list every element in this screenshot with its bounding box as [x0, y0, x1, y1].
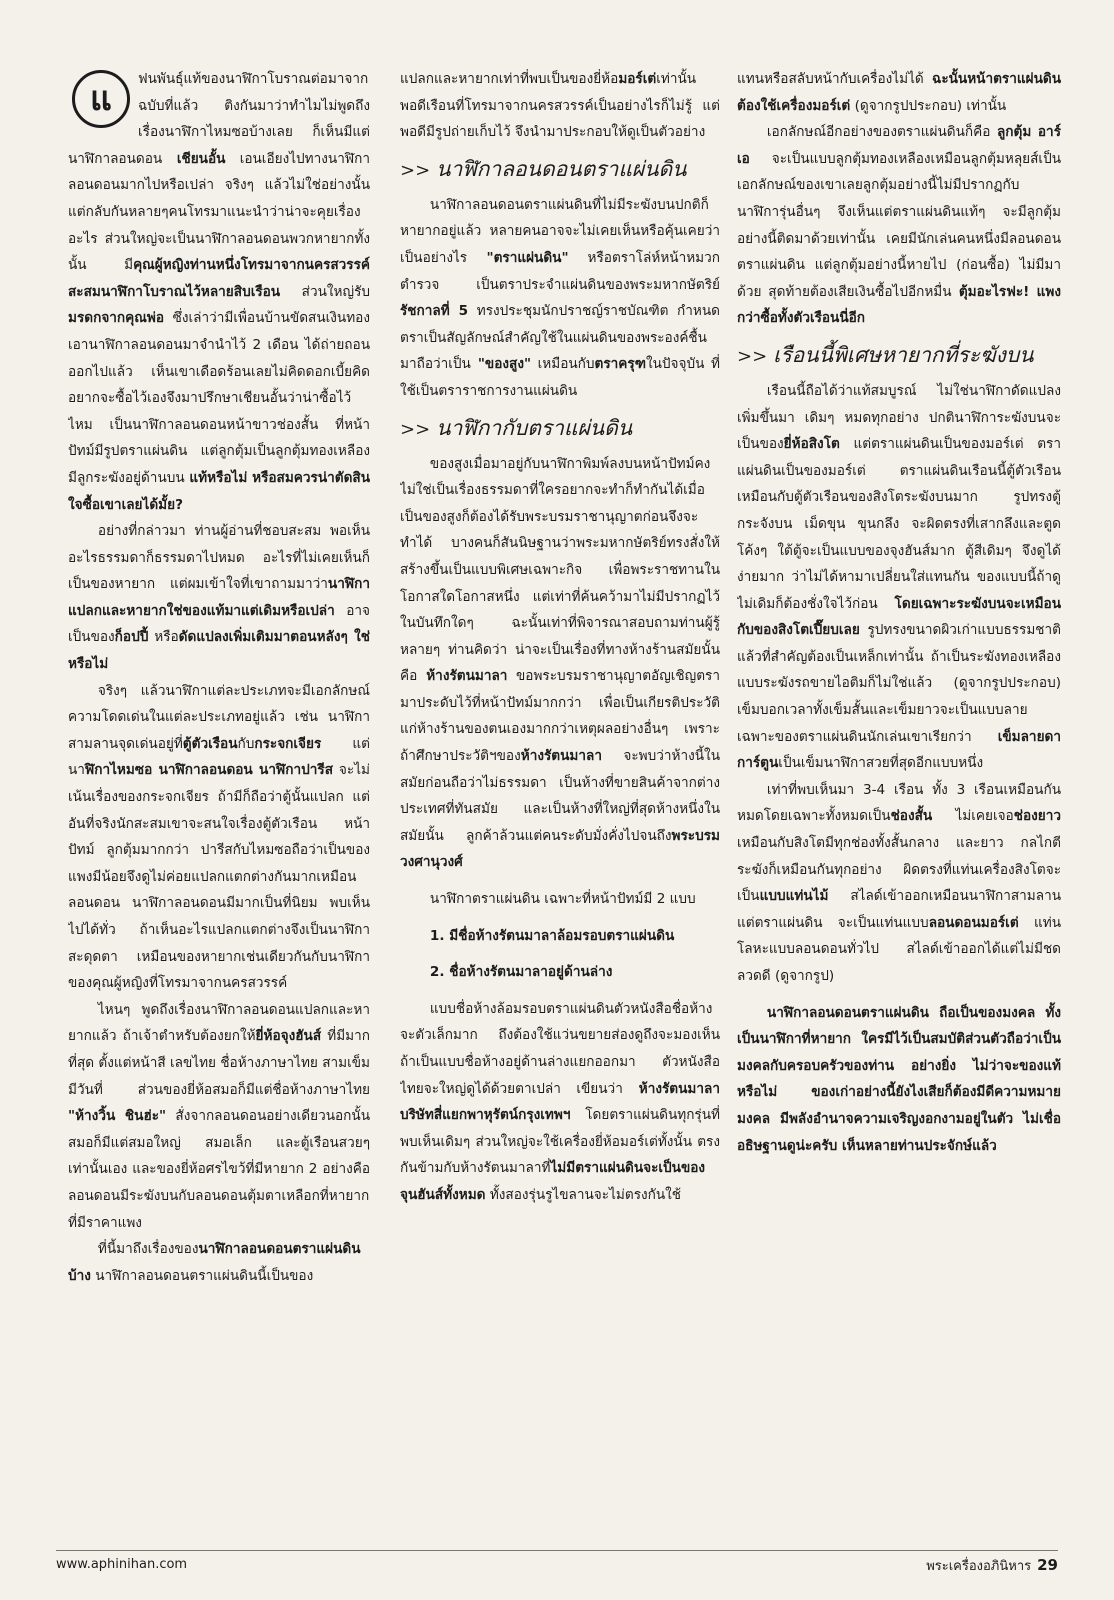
paragraph: ของสูงเมื่อมาอยู่กับนาฬิกาพิมพ์ลงบนหน้าปัทม์คงไม่ใช่เป็นเรื่องธรรมดาที่ใครอยากจะทำก็ทำกันได้เมื่อเป็นของสูงก็ต้องได้รับพระบรมราชานุญาตก่อนจึงจะทำได้ บางคนก็สันนิษฐานว่าพระมหากษัตริย์ทรงสั่งให้สร้างขึ้นเป็นแบบพิเศษเฉพาะกิจ เพื่อพระราชทานในโอกาสใดโอกาสหนึ่ง แต่เท่าที่ค้นคว้ามาไม่มีปรากฏไว้ในบันทึกใดๆ ฉะนั้นเท่าที่พิจารณาสอบถามท่านผู้รู้หลายๆ ท่านคิดว่า น่าจะเป็นเรื่องที่ทางห้างร้านสมัยนั้นคือ ห้างรัตนมาลา ขอพระบรมราชานุญาตอัญเชิญตรามาประดับไว้ที่หน้าปัทม์มากกว่า เพื่อเป็นเกียรติประวัติแก่ห้างร้านของตนเองมากกว่าเหตุผลอย่างอื่นๆ เพราะถ้าศึกษาประวัติฯของห้างรัตนมาลา จะพบว่าห้างนี้ในสมัยก่อนถือว่าไม่ธรรมดา เป็นห้างที่ขายสินค้าจากต่างประเทศที่ทันสมัย และเป็นห้างที่ใหญ่ที่สุดห้างหนึ่งในสมัยนั้น ลูกค้าล้วนแต่คนระดับมั่งคั่งไปจนถึงพระบรมวงศานุวงศ์ [400, 455, 720, 871]
paragraph-intro: แ ฟนพันธุ์แท้ของนาฬิกาโบราณต่อมาจากฉบับที่แล้ว ติงกันมาว่าทำไมไม่พูดถึงเรื่องนาฬิกาไหมซอบ้างเลย ก็เห็นมีแต่นาฬิกาลอนดอน เชียนอั้น เอนเอียงไปทางนาฬิกาลอนดอนมากไปหรือเปล่า จริงๆ แล้วไม่ใช่อย่างนั้น แต่กลับกันหลายๆคนโทรมาแนะนำว่าน่าจะคุยเรื่องอะไร ส่วนใหญ่จะเป็นนาฬิกาลอนดอนพวกหายากทั้งนั้น มีคุณผู้หญิงท่านหนึ่งโทรมาจากนครสวรรค์ สะสมนาฬิกาโบราณไว้หลายสิบเรือน ส่วนใหญ่รับมรดกจากคุณพ่อ ซึ่งเล่าว่ามีเพื่อนบ้านขัดสนเงินทองเอานาฬิกาลอนดอนมาจำนำไว้ 2 เดือน ได้ถ่ายถอนออกไปแล้ว เห็นเขาเดือดร้อนเลยไม่คิดดอกเบี้ยคิดอยากจะซื้อไว้เองจึงมาปรึกษาเชียนอั้นว่าน่าซื้อไว้ไหม เป็นนาฬิกาลอนดอนหน้าขาวช่องสั้น ที่หน้าปัทม์มีรูปตราแผ่นดิน แต่ลูกตุ้มเป็นลูกตุ้มทองเหลือง มีลูกระฆังอยู่ด้านบน แท้หรือไม่ หรือสมควรน่าตัดสินใจซื้อเขาเลยได้มั้ย? [68, 71, 370, 513]
chevron-right-icon: >> [400, 159, 431, 181]
section-heading: >> เรือนนี้พิเศษหายากที่ระฆังบน [737, 342, 1034, 367]
paragraph: แทนหรือสลับหน้ากับเครื่องไม่ได้ ฉะนั้นหน้าตราแผ่นดินต้องใช้เครื่องมอร์เต่ (ดูจากรูปประกอบ) เท่านั้น [737, 71, 1061, 114]
footer-url[interactable]: www.aphinihan.com [56, 1557, 188, 1572]
column-3 [737, 66, 1061, 1532]
paragraph: ที่นี้มาถึงเรื่องของนาฬิกาลอนดอนตราแผ่นดินบ้าง นาฬิกาลอนดอนตราแผ่นดินนี้เป็นของ [68, 1241, 361, 1284]
magazine-name: พระเครื่องอภินิหาร [926, 1559, 1032, 1574]
paragraph: ไหนๆ พูดถึงเรื่องนาฬิกาลอนดอนแปลกและหายากแล้ว ถ้าเจ้าตำหรับต้องยกให้ยี่ห้อจุงฮันส์ ที่มีมากที่สุด ตั้งแต่หน้าสี เลขไทย ชื่อห้างภาษาไทย สามเข็มมีวันที่ ส่วนของยี่ห้อสมอก็มีแต่ชื่อห้างภาษาไทย "ห้างวิ้น ชินฮ่ะ" สั่งจากลอนดอนอย่างเดียวนอกนั้นสมอก็มีแต่สมอใหญ่ สมอเล็ก และตู้เรือนสวยๆ เท่านั้นเอง และของยี่ห้อศรไขว้ที่มีหายาก 2 อย่างคือ ลอนดอนมีระฆังบนกับลอนดอนตุ้มตาเหลือกที่หายากที่มีราคาแพง [68, 1001, 370, 1231]
list-item: 1. มีชื่อห้างรัตนมาลาล้อมรอบตราแผ่นดิน [429, 927, 675, 944]
footer-magazine [926, 1551, 1058, 1581]
paragraph: แบบชื่อห้างล้อมรอบตราแผ่นดินตัวหนังสือชื่อห้างจะตัวเล็กมาก ถึงต้องใช้แว่นขยายส่องดูถึงจะมองเห็น ถ้าเป็นแบบชื่อห้างอยู่ด้านล่างแยกออกมา ตัวหนังสือไทยจะใหญ่ดูได้ด้วยตาเปล่า เขียนว่า ห้างรัตนมาลาบริษัทสี่แยกพาหุรัตน์กรุงเทพฯ โดยตราแผ่นดินทุกรุ่นที่พบเห็นเดิมๆ ส่วนใหญ่จะใช้เครื่องยี่ห้อมอร์เต่ทั้งนั้น ตรงกันข้ามกับห้างรัตนมาลาที่ไม่มีตราแผ่นดินจะเป็นของจุนฮันส์ทั้งหมด ทั้งสองรุ่นรูไขลานจะไม่ตรงกันใช้ [400, 1000, 720, 1203]
list-item: 2. ชื่อห้างรัตนมาลาอยู่ด้านล่าง [429, 964, 613, 981]
section-heading: >> นาฬิกาลอนดอนตราแผ่นดิน [400, 156, 687, 181]
chevron-right-icon: >> [400, 418, 431, 440]
column-2 [400, 66, 720, 1532]
paragraph: เอกลักษณ์อีกอย่างของตราแผ่นดินก็คือ ลูกตุ้ม อาร์ เอ จะเป็นแบบลูกตุ้มทองเหลืองเหมือนลูกตุ้มหลุยส์เป็นเอกลักษณ์ของเขาเลยลูกตุ้มอย่างนี้ไม่มีปรากฏกับนาฬิการุ่นอื่นๆ จึงเห็นแต่ตราแผ่นดินแท้ๆ จะมีลูกตุ้มอย่างนี้ติดมาด้วยเท่านั้น เคยมีนักเล่นคนหนึ่งมีลอนดอนตราแผ่นดิน แต่ลูกตุ้มอย่างนี้หายไป (ก่อนซื้อ) ไม่มีมาด้วย สุดท้ายต้องเสียเงินซื้อไปอีกหมื่น ตุ้มอะไรฟะ! แพงกว่าซื้อทั้งตัวเรือนนี่อีก [737, 124, 1061, 327]
paragraph: อย่างที่กล่าวมา ท่านผู้อ่านที่ชอบสะสม พอเห็นอะไรธรรมดาก็ธรรมดาไปหมด อะไรที่ไม่เคยเห็นก็เป็นของหายาก แต่ผมเข้าใจที่เขาถามมาว่านาฬิกาแปลกและหายากใช่ของแท้มาแต่เดิมหรือเปล่า อาจเป็นของก็อปปี้ หรือดัดแปลงเพิ่มเติมมาตอนหลังๆ ใช่หรือไม่ [68, 523, 370, 673]
page-number: 29 [1037, 1556, 1058, 1574]
chevron-right-icon: >> [737, 345, 768, 367]
paragraph: เท่าที่พบเห็นมา 3-4 เรือน ทั้ง 3 เรือนเหมือนกันหมดโดยเฉพาะทั้งหมดเป็นช่องสั้น ไม่เคยเจอช่องยาว เหมือนกับสิงโตมีทุกช่องทั้งสั้นกลาง และยาว กลไกตีระฆังก็เหมือนกันทุกอย่าง ผิดตรงที่แท่นเครื่องสิงโตจะเป็นแบบแท่นไม้ สไลด์เข้าออกเหมือนนาฬิกาสามลาน แต่ตราแผ่นดิน จะเป็นแท่นแบบลอนดอนมอร์เต่ แท่นโลหะแบบลอนดอนทั่วไป สไลด์เข้าออกได้แต่ไม่มีชดลวดดี (ดูจากรูป) [737, 781, 1061, 984]
drop-cap: แ [72, 70, 130, 128]
column-1 [68, 66, 370, 1532]
paragraph-closing: นาฬิกาลอนดอนตราแผ่นดิน ถือเป็นของมงคล ทั้งเป็นนาฬิกาที่หายาก ใครมีไว้เป็นสมบัติส่วนตัวถือว่าเป็นมงคลกับครอบครัวของท่าน อย่างยิ่ง ไม่ว่าจะของแท้หรือไม่ ของเก่าอย่างนี้ยังไงเสียก็ต้องมีดีความหมายมงคล มีพลังอำนาจความเจริญงอกงามอยู่ในตัว ไม่เชื่ออธิษฐานดูน่ะครับ เห็นหลายท่านประจักษ์แล้ว [737, 1004, 1061, 1154]
paragraph: แปลกและหายากเท่าที่พบเป็นของยี่ห้อมอร์เต่เท่านั้น พอดีเรือนที่โทรมาจากนครสวรรค์เป็นอย่างไรก็ไม่รู้ แต่พอดีมีรูปถ่ายเก็บไว้ จึงนำมาประกอบให้ดูเป็นตัวอย่าง [400, 71, 720, 141]
paragraph: นาฬิกาตราแผ่นดิน เฉพาะที่หน้าปัทม์มี 2 แบบ [429, 891, 696, 908]
paragraph: เรือนนี้ถือได้ว่าแท้สมบูรณ์ ไม่ใช่นาฬิกาดัดแปลงเพิ่มขึ้นมา เดิมๆ หมดทุกอย่าง ปกตินาฬิการะฆังบนจะเป็นของยี่ห้อสิงโต แต่ตราแผ่นดินเป็นของมอร์เต่ ตราแผ่นดินเป็นของมอร์เต่ ตราแผ่นดินเรือนนี้ตู้ตัวเรือนเหมือนกับตู้ตัวเรือนของสิงโตระฆังบนมาก รูปทรงตู้กระจังบน เม็ดขุน ขุนกลึง จะผิดตรงที่เสากลึงและตูดโค้งๆ ใต้ตู้จะเป็นแบบของจุงฮันส์มาก ตู้สีเดิมๆ จึงดูได้ง่ายมาก ว่าไม่ได้หามาเปลี่ยนใส่แทนกัน ของแบบนี้ถ้าดูไม่เดิมก็ต้องชั่งใจไว้ก่อน โดยเฉพาะระฆังบนจะเหมือนกับของสิงโตเปี๊ยบเลย รูปทรงขนาดผิวเก่าแบบธรรมชาติแล้วที่สำคัญต้องเป็นเหล็กเท่านั้น ถ้าเป็นระฆังทองเหลืองแบบระฆังรถขายไอติมก็ไม่ใช่แล้ว (ดูจากรูปประกอบ) เข็มบอกเวลาทั้งเข็มสั้นและเข็มยาวจะเป็นแบบลายเฉพาะของตราแผ่นดินนักเล่นเขาเรียกว่า เข็มลายดาการ์ตูนเป็นเข็มนาฬิกาสวยที่สุดอีกแบบหนึ่ง [737, 382, 1061, 772]
page-footer [56, 1550, 1058, 1579]
section-heading: >> นาฬิกากับตราแผ่นดิน [400, 415, 633, 440]
paragraph: นาฬิกาลอนดอนตราแผ่นดินที่ไม่มีระฆังบนปกติก็หายากอยู่แล้ว หลายคนอาจจะไม่เคยเห็นหรือคุ้นเคยว่าเป็นอย่างไร "ตราแผ่นดิน" หรือตราโล่ห์หน้าหมวกตำรวจ เป็นตราประจำแผ่นดินของพระมหากษัตริย์รัชกาลที่ 5 ทรงประชุมนักปราชญ์ราชบัณฑิต กำหนดตราเป็นสัญลักษณ์สำคัญใช้ในแผ่นดินของพระองค์ชื้นมาถือว่าเป็น "ของสูง" เหมือนกับตราครุฑในปัจจุบัน ที่ใช้เป็นตราราชการงานแผ่นดิน [400, 196, 720, 399]
paragraph: จริงๆ แล้วนาฬิกาแต่ละประเภทจะมีเอกลักษณ์ความโดดเด่นในแต่ละประเภทอยู่แล้ว เช่น นาฬิกาสามลานจุดเด่นอยู่ที่ตู้ตัวเรือนกับกระจกเจียร แต่นาฬิกาไหมซอ นาฬิกาลอนดอน นาฬิกาปารีส จะไม่เน้นเรื่องของกระจกเจียร ถ้ามีก็ถือว่าตู้นั้นแปลก แต่อันที่จริงนักสะสมเขาจะสนใจเรื่องตู้ตัวเรือน หน้าปัทม์ ลูกตุ้มมากกว่า ปารีสกับไหมซอถือว่าเป็นของแพงมีน้อยจึงดูไม่ค่อยแปลกแตกต่างกันมากเหมือนลอนดอน นาฬิกาลอนดอนมีมากเป็นที่นิยม พบเห็นไปได้ทั่ว ถ้าเห็นอะไรแปลกแตกต่างจึงเป็นนาฬิกาสะดุดตา เหมือนของหายากเช่นเดียวกันกับนาฬิกาของคุณผู้หญิงที่โทรมาจากนครสวรรค์ [68, 682, 370, 992]
